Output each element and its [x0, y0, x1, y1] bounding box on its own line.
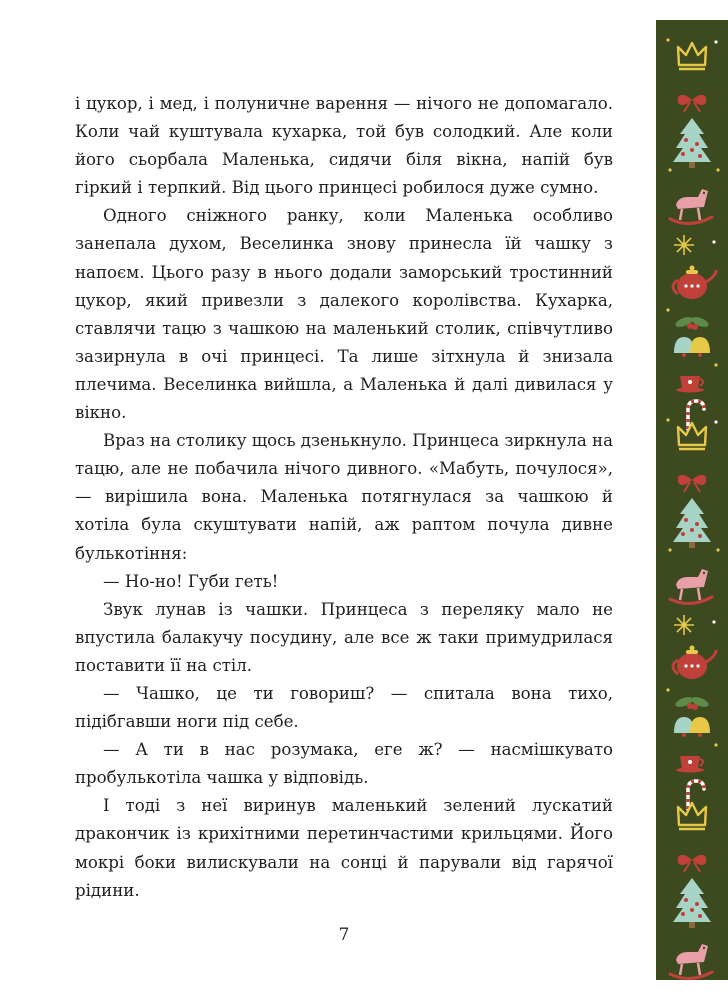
- sparkle-dot: [712, 620, 715, 623]
- sparkle-dot: [714, 420, 717, 423]
- teapot-icon: [673, 266, 716, 300]
- ornament-pattern: [656, 20, 728, 980]
- sparkle-dot: [668, 548, 671, 551]
- sparkle-dot: [714, 363, 717, 366]
- christmas-tree-icon: [673, 118, 711, 168]
- paragraph: — А ти в нас розумака, еге ж? — насмішкувато пробулькотіла чашка у відповідь.: [75, 740, 613, 788]
- rocking-horse-icon: [670, 189, 712, 224]
- paragraph: Враз на столику щось дзенькнуло. Принцеса зиркнула на тацю, але не побачила нічого дивного. «Мабуть, почулося», — вирішила вона. Маленька потягнулася за чашкою й хотіла була скуштувати напій, аж раптом почула дивне булькотіння:: [75, 431, 613, 563]
- cup-icon: [676, 376, 704, 393]
- rocking-horse-icon: [670, 569, 712, 604]
- sparkle-dot: [666, 418, 669, 421]
- paragraph: — Но-но! Губи геть!: [103, 571, 279, 591]
- bell-icon: [674, 717, 710, 737]
- sparkle-dot: [666, 688, 669, 691]
- paragraph: — Чашко, це ти говориш? — спитала вона тихо, підібгавши ноги під себе.: [75, 683, 613, 732]
- page-number: 7: [338, 925, 350, 945]
- star-icon: [674, 615, 694, 635]
- paragraph: І тоді з неї виринув маленький зелений лускатий дракончик із крихітними перетинчастими крильцями. Його мокрі боки вилискували на сонці й парували від гарячої рідини.: [75, 796, 613, 900]
- crown-icon: [678, 803, 706, 829]
- bow-icon: [678, 475, 707, 492]
- paragraph: Одного сніжного ранку, коли Маленька особливо занепала духом, Веселинка знову принесла їй чашку з напоєм. Цього разу в нього додали заморський тростинний цукор, який привезли з далекого королівства. Кухарка, ставлячи тацю з чашкою на маленький столик, співчутливо зазирнула в очі принцесі. Та лише зітхнула й знизала плечима. Веселинка вийшла, а Маленька й далі дивилася у вікно.: [75, 206, 613, 423]
- star-icon: [674, 235, 694, 255]
- sparkle-dot: [666, 38, 669, 41]
- sparkle-dot: [666, 308, 669, 311]
- sparkle-dot: [716, 548, 719, 551]
- crown-icon: [678, 43, 706, 69]
- sparkle-dot: [716, 168, 719, 171]
- christmas-tree-icon: [673, 498, 711, 548]
- christmas-tree-icon: [673, 878, 711, 928]
- paragraph: Звук лунав із чашки. Принцеса з переляку мало не впустила балакучу посудину, але все ж таки примудрилася поставити її на стіл.: [75, 599, 613, 675]
- bell-icon: [674, 337, 710, 357]
- page-text: [75, 90, 613, 905]
- rocking-horse-icon: [670, 944, 712, 979]
- holly-icon: [674, 315, 710, 330]
- crown-icon: [678, 423, 706, 449]
- paragraph: і цукор, і мед, і полуничне варення — нічого не допомагало. Коли чай куштувала кухарка, той був солодкий. Але коли його сьорбала Маленька, сидячи біля вікна, напій був гіркий і терпкий. Від цього принцесі робилося дуже сумно.: [75, 94, 613, 198]
- holly-icon: [674, 695, 710, 710]
- teapot-icon: [673, 646, 716, 680]
- sparkle-dot: [712, 240, 715, 243]
- cup-icon: [676, 756, 704, 773]
- sparkle-dot: [714, 743, 717, 746]
- decorative-border: [656, 20, 728, 980]
- bow-icon: [678, 95, 707, 112]
- sparkle-dot: [668, 168, 671, 171]
- bow-icon: [678, 855, 707, 872]
- sparkle-dot: [714, 40, 717, 43]
